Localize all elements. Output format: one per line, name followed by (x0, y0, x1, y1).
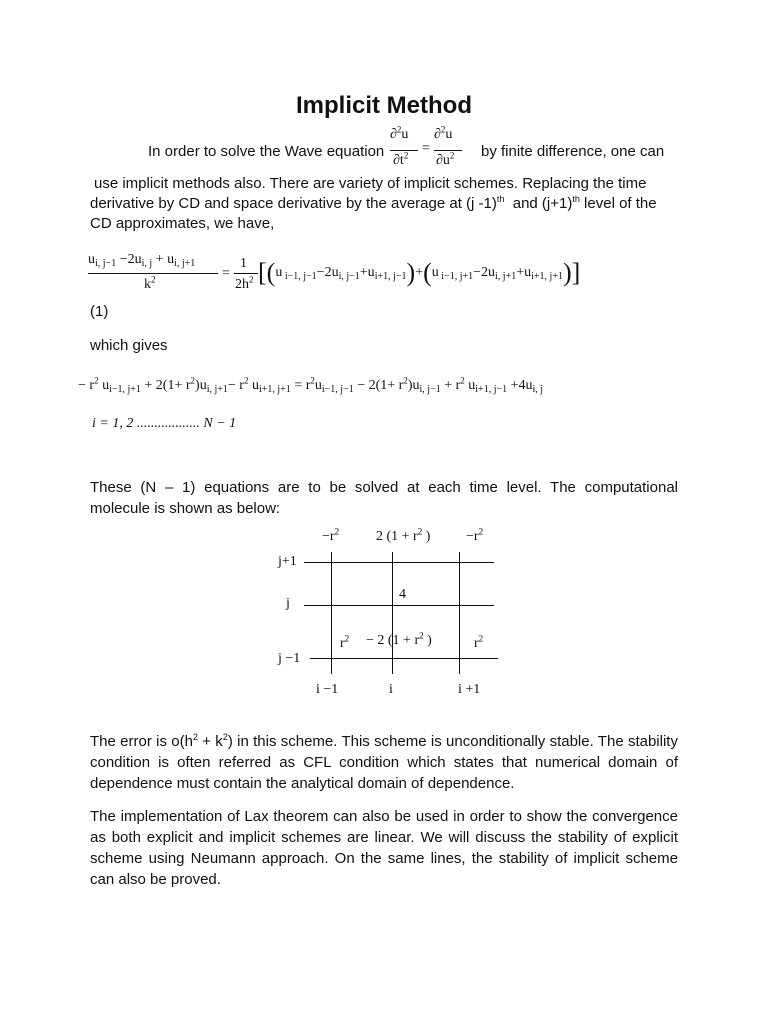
row-label-jp1: j+1 (278, 554, 297, 569)
row-label-jm1: j −1 (278, 651, 301, 666)
grid-line-jm1 (310, 658, 498, 659)
coef-top-middle: 2 ($1 + r^2$ ) (376, 526, 431, 544)
col-label-im1: i −1 (316, 682, 339, 697)
intro-line3: derivative by CD and space derivative by the average at (j -1)$^{th}$ and $(j+1)^{th}$ level of the (90, 194, 657, 212)
grid-line-i (392, 552, 393, 674)
grid-line-ip1 (459, 552, 460, 674)
intro-line2: use implicit methods also. There are variety of implicit schemes. Replacing the time (94, 175, 647, 192)
coef-bottom-left: $r^2$ (340, 633, 350, 651)
grid-line-j (304, 605, 494, 606)
coef-bottom-right: $r^2$ (474, 633, 484, 651)
coef-center: 4 (399, 587, 406, 602)
paragraph-error-stability: The error is $o(h^2 + k^2)$ in this scheme. This scheme is unconditionally stable. The stability condition is often referred as CFL condition which states that numerical domain of dependence must contain the analytical domain of dependence. (90, 732, 678, 792)
page-title: Implicit Method (296, 92, 472, 119)
col-label-i: i (389, 682, 393, 697)
coef-top-right: $-r^2$ (466, 526, 484, 544)
intro-lead: In order to solve the Wave equation (148, 143, 385, 160)
grid-line-jp1 (304, 562, 494, 563)
coef-bottom-middle: − 2 ($1 + r^2$ ) (366, 630, 432, 648)
intro-line4: CD approximates, we have, (90, 215, 275, 232)
intro-tail: by finite difference, one can (481, 143, 665, 160)
col-label-ip1: i +1 (458, 682, 481, 697)
equation-2: − $r^2$ $u_{i-1, j+1} + 2(1+ r^2)u_{i, j+1}- r^2$ $u_{i+1, j+1} = r^2u_{i-1, j-1} - 2(1+ r^2)u_{i, j-1} + r^2$ $u_{i+1, j-1} +4u_{i, j}$ (78, 375, 544, 395)
which-gives: which gives (90, 337, 168, 354)
equation-1-label: (1) (90, 303, 109, 320)
paragraph-molecule-intro: These (N – 1) equations are to be solved at each time level. The computational molecule is shown as below: (90, 479, 678, 517)
coef-top-left: $-r^2$ (322, 526, 340, 544)
grid-line-im1 (331, 552, 332, 674)
row-label-j: j (286, 596, 290, 611)
paragraph-lax-theorem: The implementation of Lax theorem can also be used in order to show the convergence as both explicit and implicit schemes are linear. We will discuss the stability of explicit scheme using Neumann approach. On the same lines, the stability of implicit scheme can also be proved. (90, 808, 678, 888)
index-range: i = 1, 2 .................. N − 1 (92, 416, 237, 431)
